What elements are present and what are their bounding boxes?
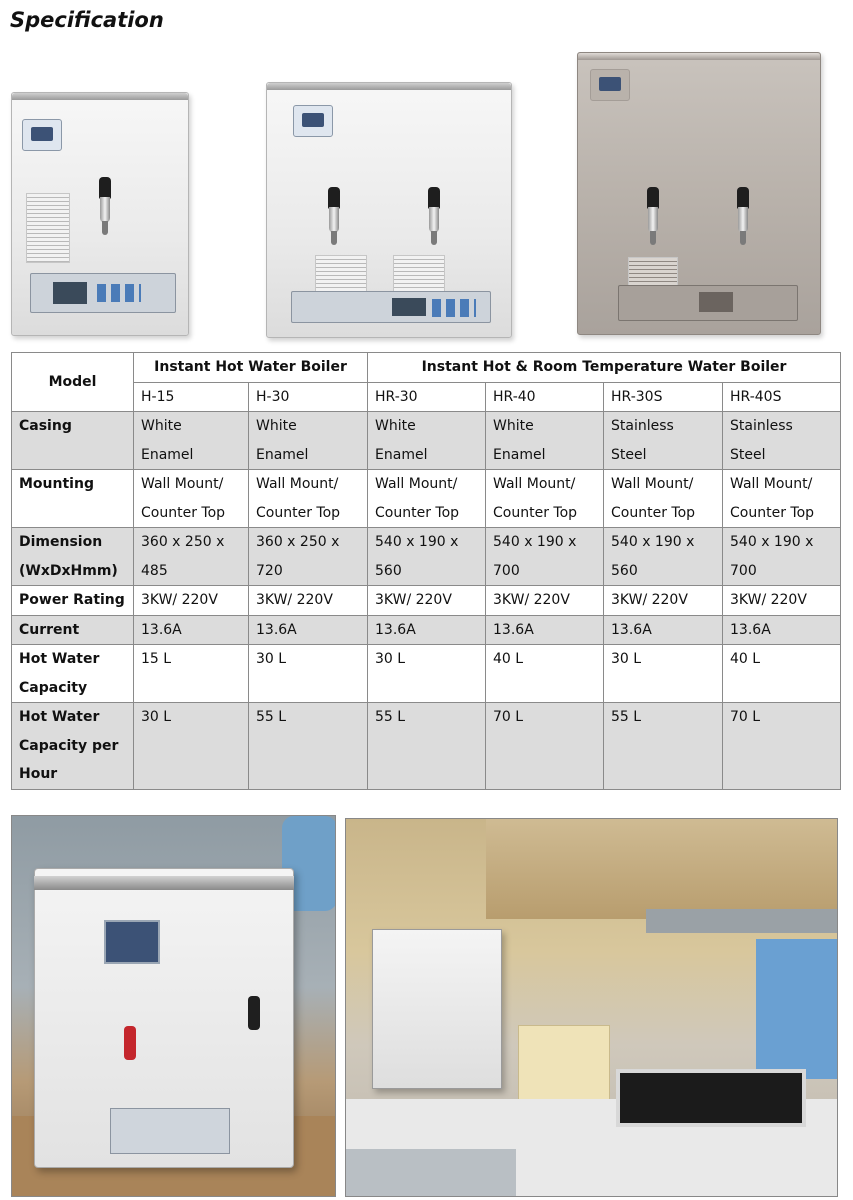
row-label-line: Capacity per (19, 737, 119, 754)
boiler-countertop-installation-photo (11, 815, 336, 1197)
control-panel (618, 285, 798, 321)
table-cell (486, 412, 604, 470)
cell-line: 13.6A (256, 621, 297, 638)
table-cell (604, 615, 723, 645)
table-cell (723, 586, 841, 616)
table-cell (723, 615, 841, 645)
cell-line: 13.6A (493, 621, 534, 638)
cell-line: Steel (730, 446, 766, 463)
table-row (12, 645, 841, 703)
row-label-line: Mounting (19, 476, 94, 492)
cell-line: 3KW/ 220V (375, 592, 452, 608)
cell-line: Counter Top (493, 504, 578, 521)
model-name: HR-40 (486, 382, 604, 412)
cell-line: 30 L (611, 651, 642, 667)
cell-line: Enamel (256, 446, 309, 463)
cell-line: 13.6A (730, 621, 771, 638)
room-temp-water-tap-icon (732, 187, 754, 249)
table-cell (368, 703, 486, 790)
cell-line: 560 (375, 562, 402, 579)
cell-line: 13.6A (611, 621, 652, 638)
hot-water-tap-icon (94, 177, 116, 239)
row-label (12, 528, 134, 586)
row-label (12, 703, 134, 790)
cell-line: Wall Mount/ (256, 476, 339, 492)
stainless-steel-double-tap-boiler-photo (577, 52, 821, 335)
table-cell (249, 470, 368, 528)
cell-line: Enamel (493, 446, 546, 463)
table-cell (368, 645, 486, 703)
cell-line: 360 x 250 x (256, 534, 340, 550)
model-name: HR-30S (604, 382, 723, 412)
table-cell (604, 412, 723, 470)
row-label (12, 412, 134, 470)
cell-line: 700 (730, 562, 757, 579)
cell-line: Enamel (141, 446, 194, 463)
group-header-hot-boiler: Instant Hot Water Boiler (134, 353, 368, 383)
table-cell (134, 615, 249, 645)
cell-line: White (256, 418, 297, 434)
cell-line: 720 (256, 562, 283, 579)
row-label (12, 645, 134, 703)
cell-line: Stainless (730, 418, 793, 434)
cell-line: White (493, 418, 534, 434)
blurred-logo (590, 69, 630, 101)
cell-line: Wall Mount/ (375, 476, 458, 492)
row-label (12, 615, 134, 645)
cell-line: Counter Top (375, 504, 460, 521)
cell-line: Counter Top (141, 504, 226, 521)
hot-water-tap-icon (323, 187, 345, 249)
white-enamel-double-tap-boiler-photo (266, 82, 512, 338)
model-row (12, 382, 841, 412)
cell-line: 540 x 190 x (611, 534, 695, 550)
cell-line: Steel (611, 446, 647, 463)
cell-line: 30 L (375, 651, 406, 667)
table-cell (723, 528, 841, 586)
table-cell (368, 586, 486, 616)
row-label-line: Capacity (19, 679, 88, 696)
table-cell (486, 586, 604, 616)
white-enamel-single-tap-boiler-photo (11, 92, 189, 336)
table-row (12, 586, 841, 616)
table-cell (249, 586, 368, 616)
hot-water-tap-icon (642, 187, 664, 249)
table-cell (723, 703, 841, 790)
table-cell (134, 528, 249, 586)
cell-line: 3KW/ 220V (611, 592, 688, 608)
table-cell (604, 703, 723, 790)
cell-line: 360 x 250 x (141, 534, 225, 550)
table-row (12, 470, 841, 528)
model-name: H-15 (134, 382, 249, 412)
room-temp-water-tap-icon (423, 187, 445, 249)
cell-line: Enamel (375, 446, 428, 463)
row-label-line: Hour (19, 766, 58, 782)
cell-line: 70 L (493, 709, 524, 725)
cell-line: Counter Top (256, 504, 341, 521)
cell-line: 13.6A (375, 621, 416, 638)
cell-line: Stainless (611, 418, 674, 434)
control-panel (30, 273, 176, 313)
table-cell (368, 615, 486, 645)
row-label-line: Casing (19, 418, 72, 434)
row-label-line: Power Rating (19, 592, 125, 608)
table-cell (134, 412, 249, 470)
cell-line: White (375, 418, 416, 434)
cell-line: 55 L (375, 709, 406, 725)
row-label-line: Hot Water (19, 709, 100, 725)
sw-logo-badge (293, 105, 333, 137)
table-cell (249, 645, 368, 703)
table-header-row (12, 353, 841, 383)
cell-line: 700 (493, 562, 520, 579)
table-cell (723, 470, 841, 528)
row-label-line: Dimension (19, 534, 103, 550)
table-cell (723, 412, 841, 470)
cell-line: 485 (141, 562, 168, 579)
control-panel (291, 291, 491, 323)
cell-line: Counter Top (611, 504, 696, 521)
cell-line: Wall Mount/ (141, 476, 224, 492)
row-label (12, 470, 134, 528)
table-cell (134, 470, 249, 528)
group-header-hot-room-boiler: Instant Hot & Room Temperature Water Boiler (368, 353, 841, 383)
cell-line: White (141, 418, 182, 434)
table-cell (134, 645, 249, 703)
cell-line: 40 L (493, 651, 524, 667)
cell-line: 3KW/ 220V (256, 592, 333, 608)
cell-line: 40 L (730, 651, 761, 667)
table-cell (604, 470, 723, 528)
table-row (12, 528, 841, 586)
table-cell (249, 528, 368, 586)
table-cell (249, 412, 368, 470)
model-name: HR-40S (723, 382, 841, 412)
page-title: Specification (10, 8, 164, 32)
table-row (12, 703, 841, 790)
table-cell (486, 528, 604, 586)
boiler-kitchen-wall-installation-photo (345, 818, 838, 1197)
row-label-line: Hot Water (19, 651, 100, 667)
cell-line: 30 L (141, 709, 172, 725)
cell-line: 540 x 190 x (493, 534, 577, 550)
table-cell (134, 586, 249, 616)
cell-line: 560 (611, 562, 638, 579)
table-cell (368, 528, 486, 586)
cell-line: 55 L (256, 709, 287, 725)
table-cell (249, 703, 368, 790)
row-label-line: (WxDxHmm) (19, 562, 118, 579)
cell-line: 540 x 190 x (730, 534, 814, 550)
table-cell (604, 586, 723, 616)
cell-line: Wall Mount/ (730, 476, 813, 492)
cell-line: 55 L (611, 709, 642, 725)
cell-line: 30 L (256, 651, 287, 667)
table-cell (604, 645, 723, 703)
table-cell (368, 470, 486, 528)
cell-line: 70 L (730, 709, 761, 725)
table-row (12, 615, 841, 645)
cell-line: 3KW/ 220V (141, 592, 218, 608)
cell-line: 540 x 190 x (375, 534, 459, 550)
cell-line: 3KW/ 220V (493, 592, 570, 608)
table-row (12, 412, 841, 470)
model-name: HR-30 (368, 382, 486, 412)
table-cell (486, 645, 604, 703)
table-cell (604, 528, 723, 586)
table-cell (368, 412, 486, 470)
table-cell (134, 703, 249, 790)
cell-line: Wall Mount/ (493, 476, 576, 492)
row-label (12, 586, 134, 616)
table-cell (486, 703, 604, 790)
row-label-line: Current (19, 621, 80, 638)
cell-line: Wall Mount/ (611, 476, 694, 492)
cell-line: 15 L (141, 651, 172, 667)
cell-line: Counter Top (730, 504, 815, 521)
table-cell (723, 645, 841, 703)
model-header: Model (12, 353, 134, 412)
specification-table (11, 352, 841, 790)
sw-logo-badge (22, 119, 62, 151)
table-cell (486, 470, 604, 528)
model-name: H-30 (249, 382, 368, 412)
cell-line: 3KW/ 220V (730, 592, 807, 608)
table-cell (486, 615, 604, 645)
cell-line: 13.6A (141, 621, 182, 638)
table-cell (249, 615, 368, 645)
